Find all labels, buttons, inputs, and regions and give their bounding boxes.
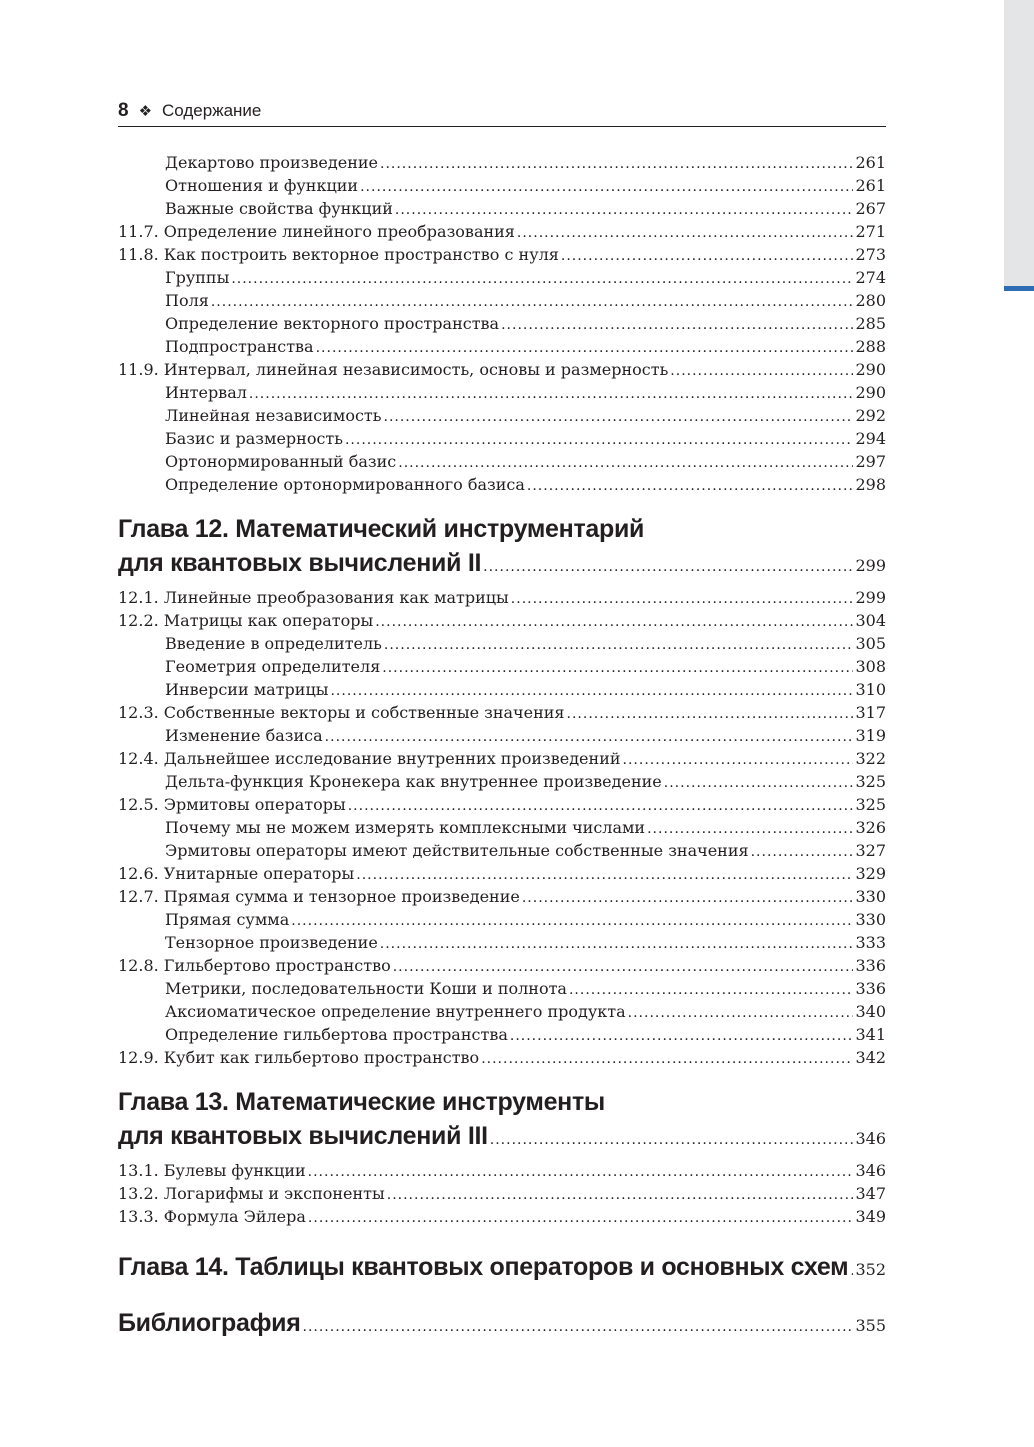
toc-entry-label: 12.1. Линейные преобразования как матрицы: [118, 588, 509, 607]
toc-entry[interactable]: [118, 816, 886, 839]
bibliography-row[interactable]: [118, 1306, 886, 1342]
toc-entry-page: 299: [855, 588, 886, 607]
dot-leader: [510, 1025, 854, 1048]
toc-entry[interactable]: [118, 747, 886, 770]
toc-entry-page: 298: [855, 475, 886, 494]
dot-leader: [231, 268, 853, 291]
toc-entry-label: 11.7. Определение линейного преобразования: [118, 222, 515, 241]
toc-entry-label: Введение в определитель: [165, 634, 382, 653]
dot-leader: [490, 1132, 854, 1148]
dot-leader: [517, 222, 854, 245]
toc-entry-label: Определение векторного пространства: [165, 314, 500, 333]
ornament-icon: ❖: [138, 103, 153, 120]
chapter-14-page: 352: [855, 1260, 886, 1279]
toc-entry-label: Почему мы не можем измерять комплексными числами: [165, 818, 646, 837]
chapter-13-title-row[interactable]: [118, 1119, 886, 1155]
toc-entry[interactable]: [118, 793, 886, 816]
toc-entry-page: 290: [855, 360, 886, 379]
chapter-12-entries: [118, 586, 886, 1069]
toc-entry-label: Аксиоматическое определение внутреннего продукта: [165, 1002, 626, 1021]
toc-entry-page: 325: [855, 795, 886, 814]
toc-entry-label: 12.3. Собственные векторы и собственные значения: [118, 703, 565, 722]
toc-entry[interactable]: [118, 266, 886, 289]
toc-entry-page: 333: [855, 933, 886, 952]
toc-entry-page: 347: [855, 1184, 886, 1203]
toc-entry[interactable]: [118, 1000, 886, 1023]
toc-entry-page: 349: [855, 1207, 886, 1226]
dot-leader: [850, 1263, 853, 1279]
toc-entry[interactable]: [118, 908, 886, 931]
toc-entry-page: 336: [855, 956, 886, 975]
dot-leader: [303, 1319, 854, 1335]
toc-entry-label: Базис и размерность: [165, 429, 343, 448]
toc-entry-page: 273: [855, 245, 886, 264]
toc-entry-label: Тензорное произведение: [165, 933, 378, 952]
toc-entry[interactable]: [118, 701, 886, 724]
toc-entry-page: 288: [855, 337, 886, 356]
toc-entry[interactable]: [118, 1159, 886, 1182]
dot-leader: [360, 176, 853, 199]
toc-entry-label: Поля: [165, 291, 209, 310]
running-header: [118, 96, 886, 127]
toc-entry-page: 342: [855, 1048, 886, 1067]
toc-entry[interactable]: [118, 839, 886, 862]
toc-entry[interactable]: [118, 770, 886, 793]
toc-entry[interactable]: [118, 243, 886, 266]
toc-entry-page: 308: [855, 657, 886, 676]
toc-entry[interactable]: [118, 885, 886, 908]
toc-entry-label: Важные свойства функций: [165, 199, 393, 218]
toc-entry-page: 285: [855, 314, 886, 333]
chapter-13: [118, 1085, 886, 1228]
toc-entry-page: 322: [855, 749, 886, 768]
toc-entry-page: 329: [855, 864, 886, 883]
dot-leader: [384, 634, 854, 657]
toc-entry[interactable]: [118, 404, 886, 427]
toc-entry[interactable]: [118, 174, 886, 197]
toc-entry[interactable]: [118, 632, 886, 655]
toc-entry-label: 11.8. Как построить векторное пространство с нуля: [118, 245, 559, 264]
dot-leader: [345, 429, 853, 452]
toc-entry-page: 304: [855, 611, 886, 630]
toc-entry-label: Линейная независимость: [165, 406, 382, 425]
toc-entry-page: 336: [855, 979, 886, 998]
toc-entry[interactable]: [118, 862, 886, 885]
toc-entry-label: Эрмитовы операторы имеют действительные собственные значения: [165, 841, 749, 860]
dot-leader: [387, 1184, 854, 1207]
toc-entry-page: 325: [855, 772, 886, 791]
toc-entry-page: 267: [855, 199, 886, 218]
chapter-14-title-row[interactable]: [118, 1250, 886, 1286]
dot-leader: [325, 726, 854, 749]
toc-entry[interactable]: [118, 586, 886, 609]
dot-leader: [393, 956, 854, 979]
toc-entry-label: 13.1. Булевы функции: [118, 1161, 306, 1180]
bibliography-page: 355: [855, 1316, 886, 1335]
dot-leader: [567, 703, 854, 726]
toc-entry-page: 317: [855, 703, 886, 722]
toc-entry-label: Изменение базиса: [165, 726, 323, 745]
toc-entry[interactable]: [118, 931, 886, 954]
dot-leader: [647, 818, 853, 841]
dot-leader: [375, 611, 853, 634]
dot-leader: [628, 1002, 854, 1025]
toc-entry-label: Инверсии матрицы: [165, 680, 329, 699]
toc-entry-label: Подпространства: [165, 337, 314, 356]
toc-entry-label: Группы: [165, 268, 230, 287]
dot-leader: [382, 657, 853, 680]
toc-entry[interactable]: [118, 220, 886, 243]
chapter-13-entries: [118, 1159, 886, 1228]
toc-entry-page: 294: [855, 429, 886, 448]
toc-entry-label: Геометрия определителя: [165, 657, 381, 676]
toc-entry-page: 310: [855, 680, 886, 699]
toc-entry-label: Метрики, последовательности Коши и полнота: [165, 979, 567, 998]
dot-leader: [481, 1048, 853, 1071]
toc-entry-label: 12.2. Матрицы как операторы: [118, 611, 374, 630]
chapter-12-title-row[interactable]: [118, 546, 886, 582]
toc-entry-page: 326: [855, 818, 886, 837]
toc-entry-label: 12.7. Прямая сумма и тензорное произведение: [118, 887, 520, 906]
toc-entry[interactable]: [118, 197, 886, 220]
toc-entry-label: 13.3. Формула Эйлера: [118, 1207, 306, 1226]
dot-leader: [380, 153, 853, 176]
toc-entry-page: 340: [855, 1002, 886, 1021]
chapter-12-page: 299: [855, 556, 886, 575]
dot-leader: [291, 910, 853, 933]
dot-leader: [751, 841, 854, 864]
toc-entry-page: 330: [855, 887, 886, 906]
chapter-13-title-line2: для квантовых вычислений III: [118, 1122, 488, 1150]
chapter-12: [118, 512, 886, 1069]
toc-entry-label: Дельта-функция Кронекера как внутреннее произведение: [165, 772, 662, 791]
toc-entry-page: 297: [855, 452, 886, 471]
table-of-contents: [118, 151, 886, 1342]
toc-entry-page: 327: [855, 841, 886, 860]
chapter-13-page: 346: [855, 1129, 886, 1148]
chapter-14-title: Глава 14. Таблицы квантовых операторов и основных схем: [118, 1253, 849, 1281]
chapter-14: [118, 1250, 886, 1286]
toc-entry-label: 13.2. Логарифмы и экспоненты: [118, 1184, 385, 1203]
toc-entry-page: 261: [855, 176, 886, 195]
toc-entry-page: 346: [855, 1161, 886, 1180]
dot-leader: [664, 772, 854, 795]
toc-entry[interactable]: [118, 655, 886, 678]
toc-entry-label: 12.4. Дальнейшее исследование внутренних произведений: [118, 749, 621, 768]
dot-leader: [308, 1207, 854, 1230]
header-title: Содержание: [162, 101, 262, 120]
toc-entry-label: Ортонормированный базис: [165, 452, 397, 471]
toc-entry-label: Определение гильбертова пространства: [165, 1025, 508, 1044]
dot-leader: [395, 199, 854, 222]
toc-entry-page: 290: [855, 383, 886, 402]
bibliography-title: Библиография: [118, 1309, 301, 1337]
toc-entry-label: Определение ортонормированного базиса: [165, 475, 525, 494]
toc-entry[interactable]: [118, 609, 886, 632]
dot-leader: [398, 452, 853, 475]
bibliography: [118, 1306, 886, 1342]
dot-leader: [348, 795, 854, 818]
toc-entry-page: 319: [855, 726, 886, 745]
dot-leader: [623, 749, 854, 772]
toc-entry-page: 271: [855, 222, 886, 241]
toc-entry[interactable]: [118, 954, 886, 977]
dot-leader: [380, 933, 854, 956]
dot-leader: [384, 406, 854, 429]
toc-entry[interactable]: [118, 151, 886, 174]
toc-entry[interactable]: [118, 1023, 886, 1046]
dot-leader: [501, 314, 853, 337]
side-tab: [1004, 0, 1034, 290]
toc-entry-label: Декартово произведение: [165, 153, 378, 172]
toc-entry[interactable]: [118, 1046, 886, 1069]
toc-entry-page: 261: [855, 153, 886, 172]
toc-entry[interactable]: [118, 1205, 886, 1228]
toc-entry[interactable]: [118, 335, 886, 358]
chapter-12-title-line1[interactable]: Глава 12. Математический инструментарий: [118, 515, 645, 543]
toc-entry[interactable]: [118, 289, 886, 312]
toc-entry-page: 280: [855, 291, 886, 310]
dot-leader: [569, 979, 853, 1002]
dot-leader: [330, 680, 853, 703]
dot-leader: [356, 864, 853, 887]
toc-entry[interactable]: [118, 358, 886, 381]
toc-entry-label: 11.9. Интервал, линейная независимость, основы и размерность: [118, 360, 669, 379]
dot-leader: [522, 887, 854, 910]
dot-leader: [527, 475, 854, 498]
toc-entry[interactable]: [118, 450, 886, 473]
toc-entry-page: 330: [855, 910, 886, 929]
toc-block-ch11-continued: [118, 151, 886, 496]
toc-entry-label: 12.5. Эрмитовы операторы: [118, 795, 346, 814]
toc-entry-label: 12.9. Кубит как гильбертово пространство: [118, 1048, 480, 1067]
dot-leader: [670, 360, 853, 383]
toc-entry-label: Прямая сумма: [165, 910, 290, 929]
dot-leader: [249, 383, 854, 406]
toc-entry-page: 341: [855, 1025, 886, 1044]
toc-entry-label: 12.6. Унитарные операторы: [118, 864, 355, 883]
toc-entry[interactable]: [118, 312, 886, 335]
toc-entry[interactable]: [118, 473, 886, 496]
dot-leader: [561, 245, 854, 268]
dot-leader: [483, 559, 853, 575]
dot-leader: [308, 1161, 854, 1184]
page-number: 8: [118, 100, 129, 121]
toc-entry-label: 12.8. Гильбертово пространство: [118, 956, 391, 975]
toc-entry-page: 305: [855, 634, 886, 653]
toc-entry[interactable]: [118, 427, 886, 450]
toc-entry[interactable]: [118, 381, 886, 404]
toc-entry[interactable]: [118, 977, 886, 1000]
dot-leader: [316, 337, 854, 360]
dot-leader: [511, 588, 854, 611]
side-tab-marker: [1004, 286, 1034, 291]
chapter-13-title-line1[interactable]: Глава 13. Математические инструменты: [118, 1088, 605, 1116]
toc-entry[interactable]: [118, 678, 886, 701]
toc-entry[interactable]: [118, 1182, 886, 1205]
toc-entry-page: 274: [855, 268, 886, 287]
chapter-12-title-line2: для квантовых вычислений II: [118, 549, 482, 577]
dot-leader: [211, 291, 854, 314]
toc-entry-label: Интервал: [165, 383, 247, 402]
toc-entry-page: 292: [855, 406, 886, 425]
toc-entry-label: Отношения и функции: [165, 176, 359, 195]
toc-entry[interactable]: [118, 724, 886, 747]
